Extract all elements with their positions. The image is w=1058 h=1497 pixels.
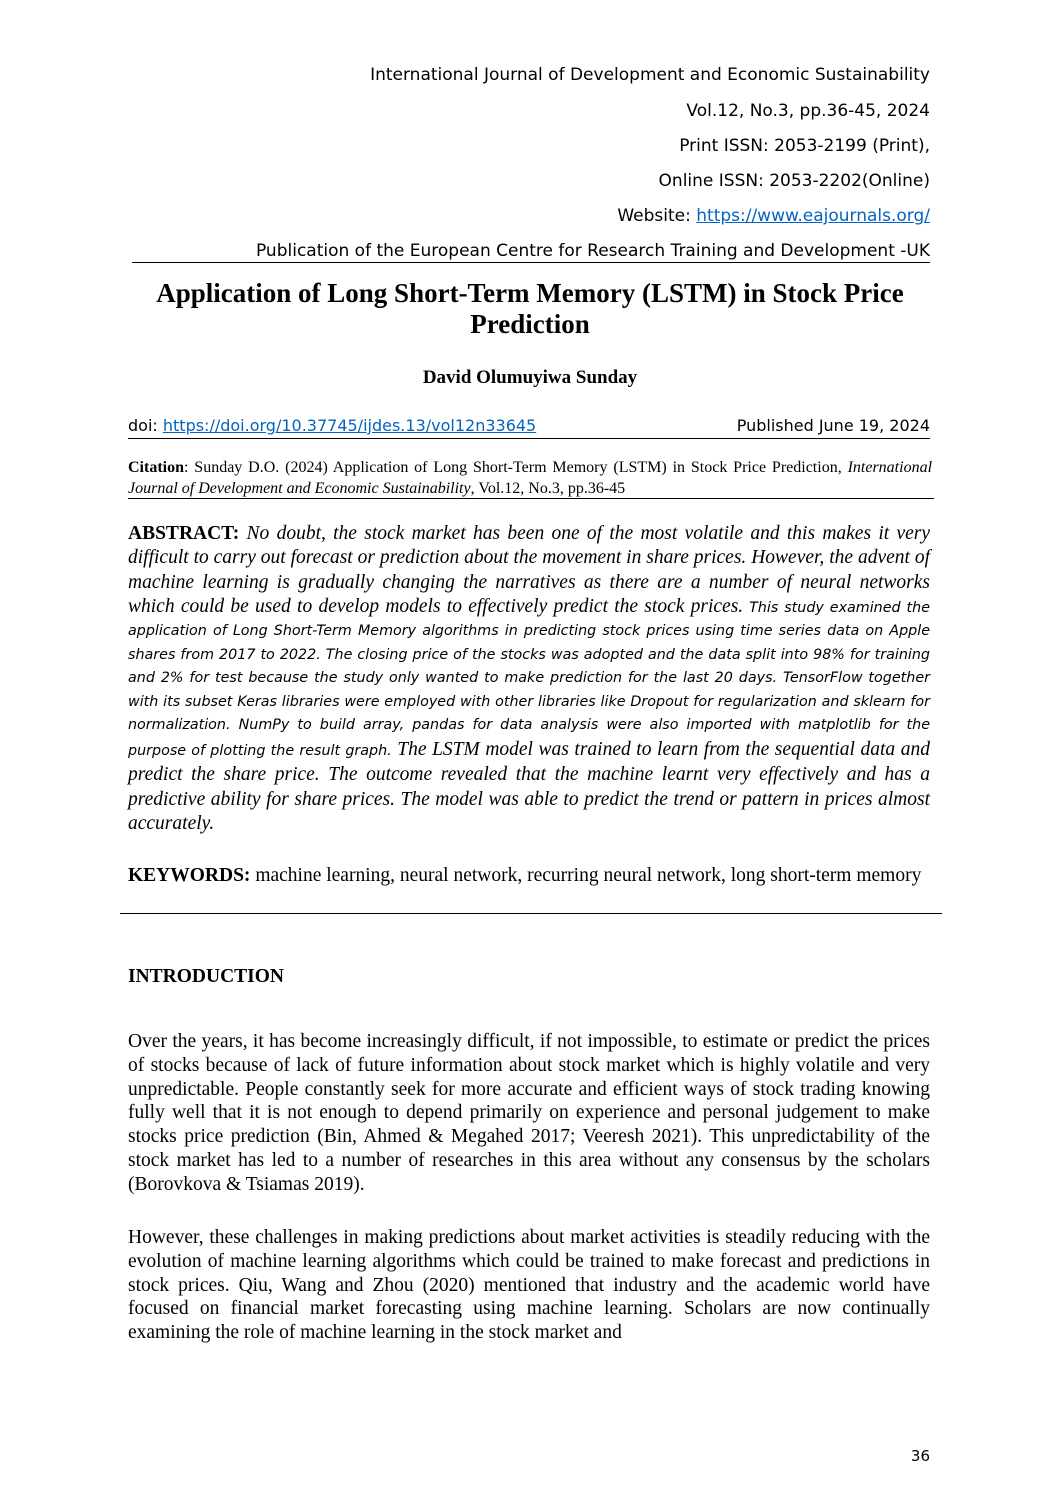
citation-divider xyxy=(128,498,934,499)
doi-label: doi: xyxy=(128,416,163,435)
paper-title xyxy=(120,278,940,340)
keywords-label: KEYWORDS: xyxy=(128,865,251,886)
website-link[interactable]: https://www.eajournals.org/ xyxy=(696,206,930,226)
intro-paragraph-1: Over the years, it has become increasingly difficult, if not impossible, to estimate or predict the prices of stocks because of lack of future information about stock market which is highly volatile and very unpredictable. People constantly seek for more accurate and efficient ways of stock trading knowing fully well that it is not enough to depend primarily on experience and personal judgement to make stocks price prediction (Bin, Ahmed & Megahed 2017; Veeresh 2021). This unpredictability of the stock market has led to a number of researches in this area without any consensus by the scholars (Borovkova & Tsiamas 2019). xyxy=(128,1031,930,1195)
intro-paragraph-2: However, these challenges in making predictions about market activities is steadily reducing with the evolution of machine learning algorithms which could be trained to make forecast and predictions in stock prices. Qiu, Wang and Zhou (2020) mentioned that industry and the academic world have focused on financial market forecasting using machine learning. Scholars are now continually examining the role of machine learning in the stock market and xyxy=(128,1227,930,1344)
doi-row xyxy=(128,415,930,437)
abstract-label: ABSTRACT: xyxy=(128,523,240,544)
keywords-divider xyxy=(120,913,942,914)
abstract-part-3: The LSTM model was trained to learn from the sequential data and predict the share price. The outcome revealed that the machine learnt very effectively and has a predictive ability for share prices. The model was able to predict the trend or pattern in prices almost accurately. xyxy=(128,738,930,834)
print-issn: Print ISSN: 2053-2199 (Print), xyxy=(679,136,930,156)
published-date: Published June 19, 2024 xyxy=(736,416,930,435)
abstract xyxy=(128,522,930,836)
doi-link[interactable]: https://doi.org/10.37745/ijdes.13/vol12n33645 xyxy=(162,416,537,435)
abstract-part-1: No doubt, the stock market has been one of the most volatile and this makes it very difficult to carry out forecast or prediction about the movement in share prices. However, the advent of machine learning is gradually changing the narratives as there are a number of neural networks which could be used to develop models to effectively predict the stock prices. xyxy=(128,523,930,617)
section-heading-introduction: INTRODUCTION xyxy=(128,966,285,987)
journal-name: International Journal of Development and Economic Sustainability xyxy=(370,65,930,85)
citation-label: Citation xyxy=(128,459,184,476)
citation-journal: International Journal of Development and Economic Sustainability xyxy=(128,459,933,497)
citation-details: , Vol.12, No.3, pp.36-45 xyxy=(470,480,626,497)
website-line xyxy=(617,206,930,226)
keywords-text: machine learning, neural network, recurring neural network, long short-term memory xyxy=(250,865,922,886)
volume-info: Vol.12, No.3, pp.36-45, 2024 xyxy=(686,101,930,121)
citation xyxy=(128,457,932,499)
publisher-line: Publication of the European Centre for Research Training and Development -UK xyxy=(255,241,930,261)
abstract-part-2: This study examined the application of Long Short-Term Memory algorithms in predicting stock prices using time series data on Apple shares from 2017 to 2022. The closing price of the stocks was adopted and the data split into 98% for training and 2% for test because the study only wanted to make prediction for the last 20 days. TensorFlow together with its subset Keras libraries were employed with other libraries like Dropout for regularization and sklearn for normalization. NumPy to build array, pandas for data analysis were also imported with matplotlib for the purpose of plotting the result graph. xyxy=(128,599,930,759)
paper-title-line-1: Application of Long Short-Term Memory (LSTM) in Stock Price xyxy=(156,278,904,308)
header-divider xyxy=(132,262,930,263)
citation-text: : Sunday D.O. (2024) Application of Long Short-Term Memory (LSTM) in Stock Price Prediction, xyxy=(184,459,842,476)
online-issn: Online ISSN: 2053-2202(Online) xyxy=(658,171,930,191)
page-number: 36 xyxy=(910,1447,930,1465)
author-name: David Olumuyiwa Sunday xyxy=(422,367,638,388)
website-label: Website: xyxy=(617,206,697,226)
paper-title-line-2: Prediction xyxy=(470,309,590,339)
keywords xyxy=(128,864,930,888)
doi xyxy=(128,415,536,437)
doi-divider xyxy=(128,438,930,439)
